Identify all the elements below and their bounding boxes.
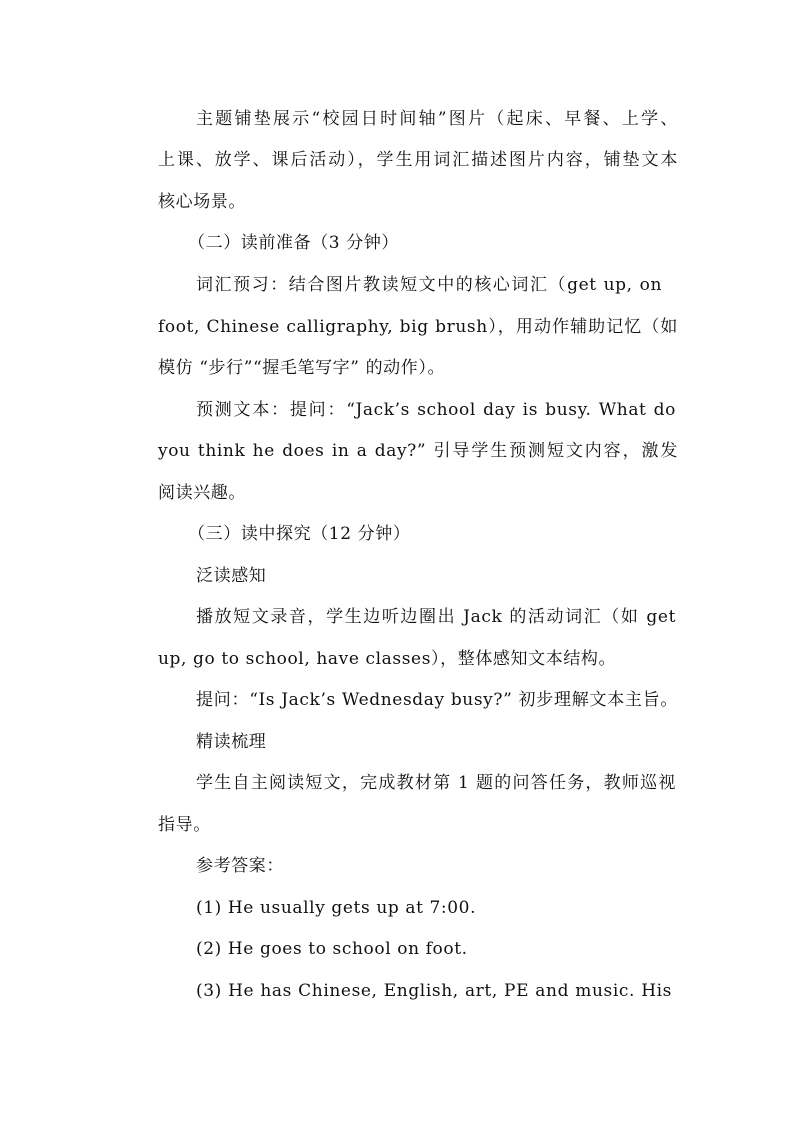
paragraph-line: 上课、放学、课后活动），学生用词汇描述图片内容，铺垫文本 (158, 150, 678, 170)
paragraph-line: 模仿 “步行”“握毛笔写字” 的动作）。 (158, 358, 446, 378)
paragraph-line: 预测文本：提问：“Jack’s school day is busy. What do (196, 400, 676, 420)
paragraph-line: 指导。 (158, 815, 211, 835)
answer-item: (3) He has Chinese, English, art, PE and music. His (196, 981, 672, 1001)
paragraph-line: 词汇预习：结合图片教读短文中的核心词汇（get up, on (196, 275, 662, 295)
paragraph-line: 主题铺垫展示“校园日时间轴”图片（起床、早餐、上学、 (196, 109, 678, 129)
answer-item: (1) He usually gets up at 7:00. (196, 898, 477, 918)
paragraph-line: foot, Chinese calligraphy, big brush），用动作辅助记忆（如 (158, 317, 678, 337)
paragraph-line: 阅读兴趣。 (158, 483, 246, 503)
paragraph-line: up, go to school, have classes），整体感知文本结构。 (158, 649, 617, 669)
section-heading: （二）读前准备（3 分钟） (188, 233, 400, 253)
paragraph-line: you think he does in a day?” 引导学生预测短文内容，激发 (158, 441, 678, 461)
paragraph-line: 学生自主阅读短文，完成教材第 1 题的问答任务，教师巡视 (196, 773, 676, 793)
answer-item: (2) He goes to school on foot. (196, 939, 468, 959)
answer-label: 参考答案： (196, 856, 284, 876)
subheading: 泛读感知 (196, 566, 267, 586)
paragraph-line: 提问：“Is Jack’s Wednesday busy?” 初步理解文本主旨。 (196, 690, 678, 710)
paragraph-line: 核心场景。 (158, 192, 246, 212)
paragraph-line: 播放短文录音，学生边听边圈出 Jack 的活动词汇（如 get (196, 607, 676, 627)
section-heading: （三）读中探究（12 分钟） (188, 524, 411, 544)
subheading: 精读梳理 (196, 732, 267, 752)
